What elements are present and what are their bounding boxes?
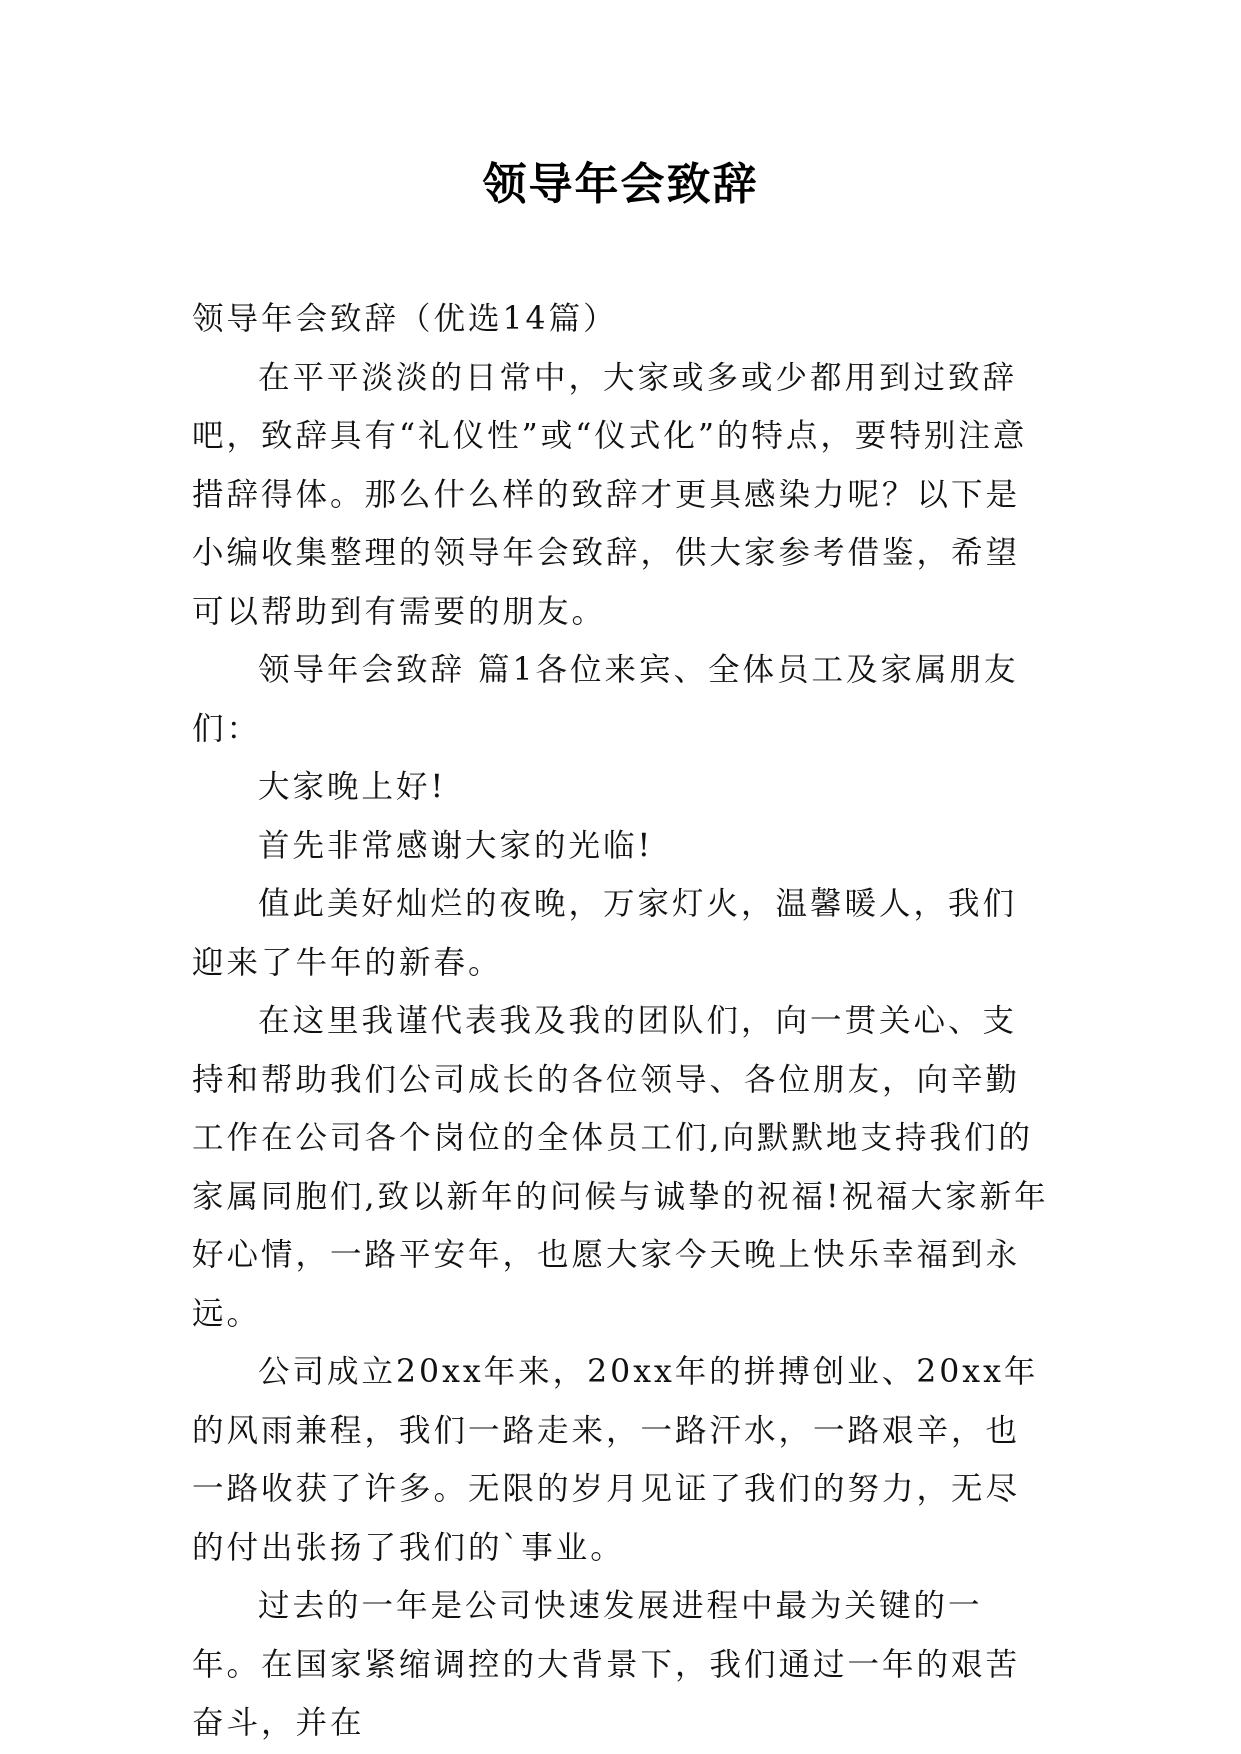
body-paragraph: 公司成立20xx年来，20xx年的拼搏创业、20xx年的风雨兼程，我们一路走来，一路汗水，一路艰辛，也一路收获了许多。无限的岁月见证了我们的努力，无尽的付出张扬了我们的`事业。	[192, 1354, 1039, 1566]
body-paragraph: 值此美好灿烂的夜晚，万家灯火，温馨暖人，我们迎来了牛年的新春。	[192, 886, 1018, 981]
document-body	[192, 290, 1050, 1753]
body-paragraph: 在这里我谨代表我及我的团队们，向一贯关心、支持和帮助我们公司成长的各位领导、各位朋友，向辛勤工作在公司各个岗位的全体员工们,向默默地支持我们的家属同胞们,致以新年的问候与诚挚的祝福!祝福大家新年好心情，一路平安年，也愿大家今天晚上快乐幸福到永远。	[192, 1003, 1049, 1332]
thanks-paragraph: 首先非常感谢大家的光临!	[258, 827, 654, 864]
section-heading-paragraph: 领导年会致辞 篇1各位来宾、全体员工及家属朋友们：	[192, 652, 1019, 747]
greeting-paragraph: 大家晚上好!	[258, 769, 447, 805]
intro-paragraph: 在平平淡淡的日常中，大家或多或少都用到过致辞吧，致辞具有“礼仪性”或“仪式化”的特点，要特别注意措辞得体。那么什么样的致辞才更具感染力呢？以下是小编收集整理的领导年会致辞，供大家参考借鉴，希望可以帮助到有需要的朋友。	[192, 359, 1028, 630]
subtitle-paragraph: 领导年会致辞（优选14篇）	[192, 301, 618, 337]
document-title: 领导年会致辞	[482, 159, 759, 210]
body-paragraph: 过去的一年是公司快速发展进程中最为关键的一年。在国家紧缩调控的大背景下，我们通过一年的艰苦奋斗，并在	[192, 1588, 1021, 1741]
